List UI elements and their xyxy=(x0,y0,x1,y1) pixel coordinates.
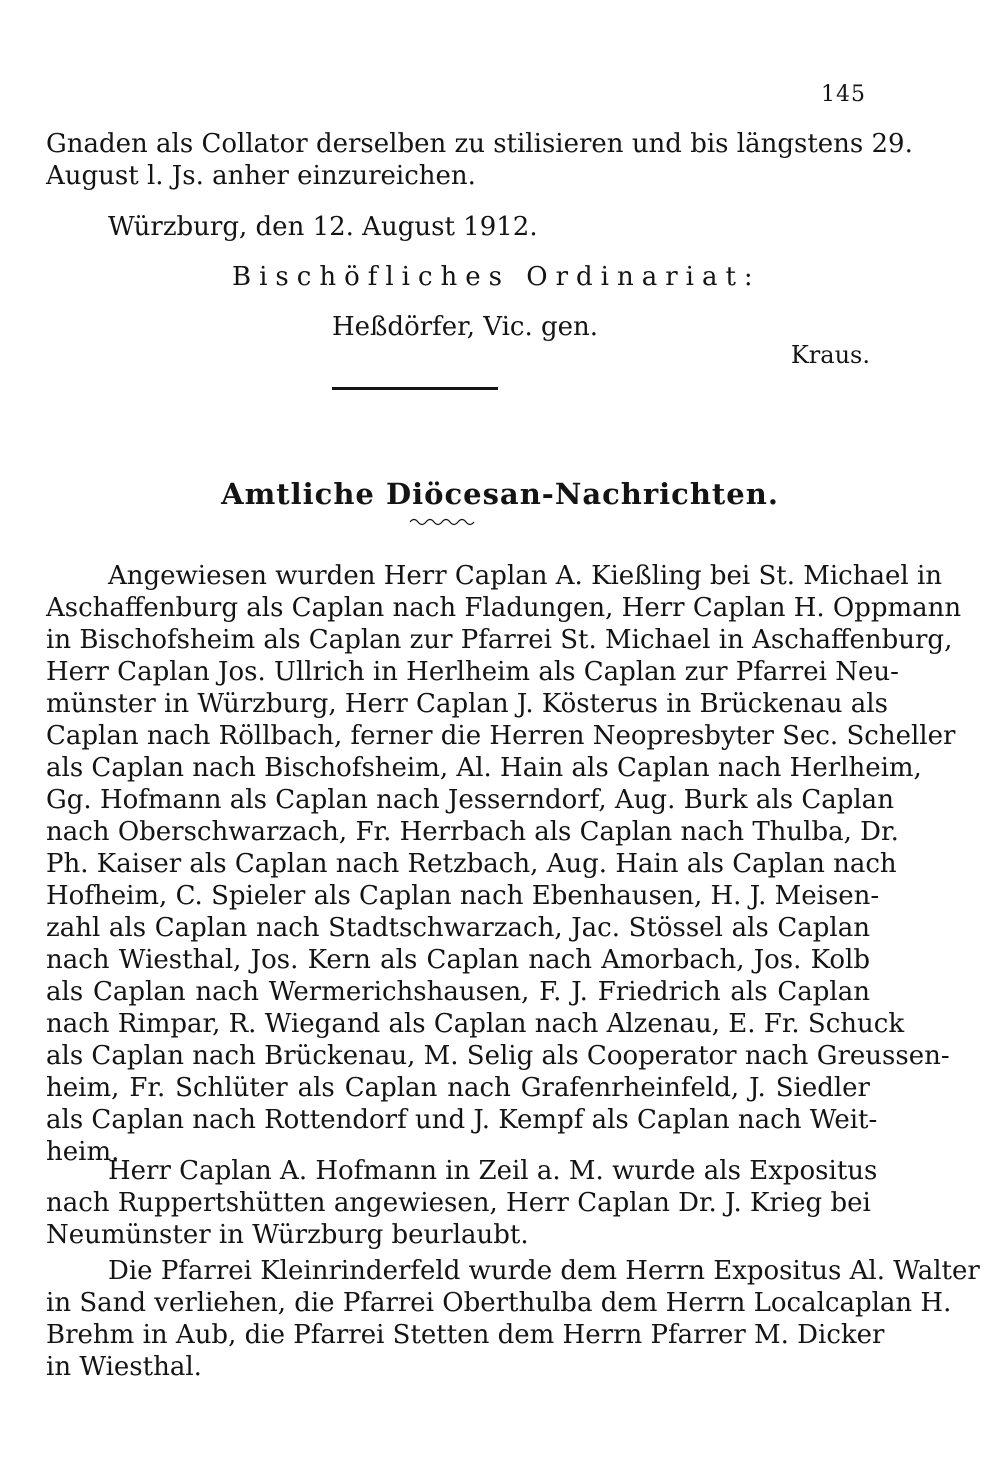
text-line: Gg. Hofmann als Caplan nach Jesserndorf, Aug. Burk als Caplan xyxy=(46,785,894,815)
intro-text xyxy=(46,128,913,192)
text-line: zahl als Caplan nach Stadtschwarzach, Jac. Stössel als Caplan xyxy=(46,913,870,943)
text-line: August l. Js. anher einzureichen. xyxy=(46,161,476,191)
text-line: münster in Würzburg, Herr Caplan J. Kösterus in Brückenau als xyxy=(46,689,888,719)
text-line: in Sand verliehen, die Pfarrei Oberthulba dem Herrn Localcaplan H. xyxy=(46,1288,952,1318)
text-line: als Caplan nach Bischofsheim, Al. Hain als Caplan nach Herlheim, xyxy=(46,753,922,783)
paragraph-expositus xyxy=(46,1155,878,1251)
text-line: in Wiesthal. xyxy=(46,1352,202,1382)
text-line: als Caplan nach Wermerichshausen, F. J. Friedrich als Caplan xyxy=(46,977,870,1007)
text-line: Aschaffenburg als Caplan nach Fladungen, Herr Caplan H. Oppmann xyxy=(46,593,962,623)
text-line: Caplan nach Röllbach, ferner die Herren Neopresbyter Sec. Scheller xyxy=(46,721,956,751)
section-divider xyxy=(332,387,498,390)
text-line: als Caplan nach Rottendorf und J. Kempf als Caplan nach Weit- xyxy=(46,1105,878,1135)
page-number: 145 xyxy=(821,82,866,107)
paragraph-parishes xyxy=(46,1255,980,1383)
text-line: nach Ruppertshütten angewiesen, Herr Caplan Dr. J. Krieg bei xyxy=(46,1188,871,1218)
text-line: nach Wiesthal, Jos. Kern als Caplan nach Amorbach, Jos. Kolb xyxy=(46,945,870,975)
text-line: Ph. Kaiser als Caplan nach Retzbach, Aug. Hain als Caplan nach xyxy=(46,849,897,879)
text-line: Herr Caplan A. Hofmann in Zeil a. M. wurde als Expositus xyxy=(108,1156,878,1186)
signer-secretary: Kraus. xyxy=(790,341,870,369)
text-line: Die Pfarrei Kleinrinderfeld wurde dem Herrn Expositus Al. Walter xyxy=(108,1256,980,1286)
text-line: in Bischofsheim als Caplan zur Pfarrei St. Michael in Aschaffenburg, xyxy=(46,625,953,655)
text-line: nach Rimpar, R. Wiegand als Caplan nach Alzenau, E. Fr. Schuck xyxy=(46,1009,905,1039)
text-line: Angewiesen wurden Herr Caplan A. Kießling bei St. Michael in xyxy=(108,561,943,591)
text-line: Neumünster in Würzburg beurlaubt. xyxy=(46,1220,529,1250)
ornament-flourish xyxy=(408,516,478,528)
signer-vicar-general: Heßdörfer, Vic. gen. xyxy=(332,312,599,342)
text-line: heim. xyxy=(46,1137,120,1167)
text-line: Hofheim, C. Spieler als Caplan nach Ebenhausen, H. J. Meisen- xyxy=(46,881,880,911)
text-line: Brehm in Aub, die Pfarrei Stetten dem Herrn Pfarrer M. Dicker xyxy=(46,1320,885,1350)
date-line: Würzburg, den 12. August 1912. xyxy=(108,212,538,242)
paragraph-assignments xyxy=(46,560,962,1168)
authority-line: Bischöfliches Ordinariat: xyxy=(232,262,761,292)
text-line: als Caplan nach Brückenau, M. Selig als Cooperator nach Greussen- xyxy=(46,1041,950,1071)
text-line: Gnaden als Collator derselben zu stilisieren und bis längstens 29. xyxy=(46,129,913,159)
text-line: heim, Fr. Schlüter als Caplan nach Grafenrheinfeld, J. Siedler xyxy=(46,1073,870,1103)
text-line: nach Oberschwarzach, Fr. Herrbach als Caplan nach Thulba, Dr. xyxy=(46,817,899,847)
text-line: Herr Caplan Jos. Ullrich in Herlheim als Caplan zur Pfarrei Neu- xyxy=(46,657,899,687)
section-title: Amtliche Diöcesan-Nachrichten. xyxy=(221,477,779,511)
